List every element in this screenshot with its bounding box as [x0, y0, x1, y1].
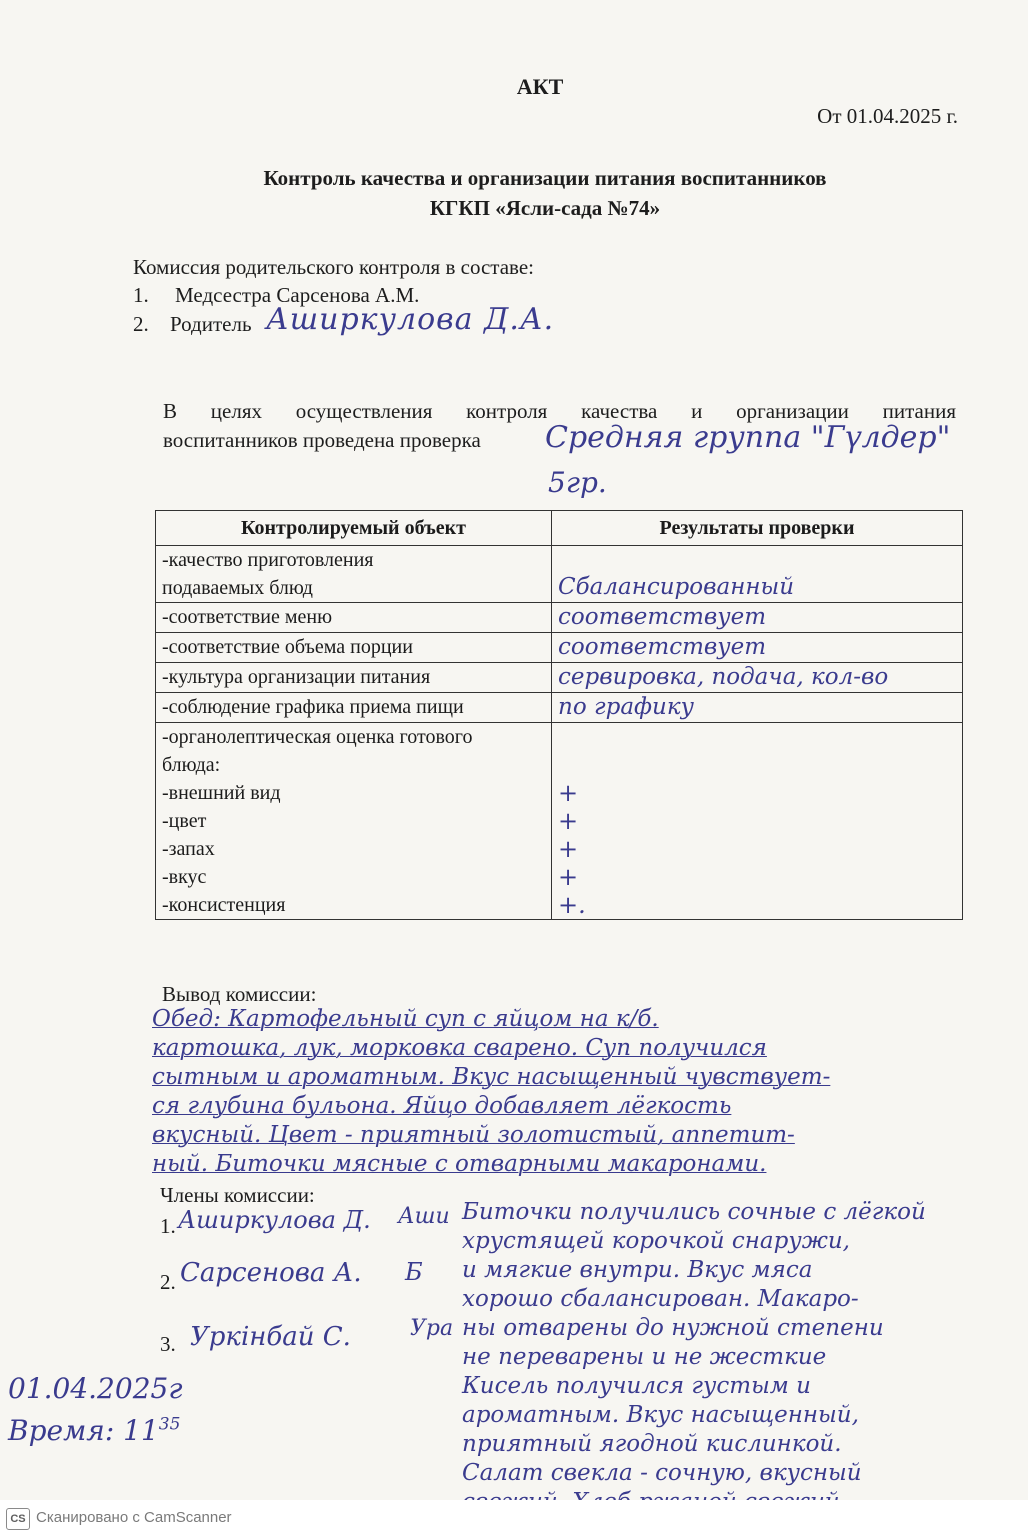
member-signature: Б [405, 1258, 423, 1286]
result-cell [552, 663, 963, 693]
member-signature: Аши [398, 1204, 450, 1229]
table-row [156, 546, 963, 603]
result-cell [552, 723, 963, 920]
sub-item-label: -запах [162, 838, 215, 860]
organoleptic-label: -органолептическая оценка готового [162, 726, 473, 748]
member-number: 2. [160, 1270, 176, 1294]
scanner-watermark-text: Сканировано с CamScanner [36, 1509, 232, 1526]
result-handwritten: сервировка, подача, кол-во [558, 664, 889, 690]
members-label: Члены комиссии: [160, 1183, 315, 1207]
conclusion-continued-line: приятный ягодной кислинкой. [462, 1431, 842, 1457]
conclusion-continued-line: ны отварены до нужной степени [462, 1315, 884, 1341]
scanner-footer [0, 1500, 1028, 1536]
conclusion-continued-line: хорошо сбалансирован. Макаро- [462, 1286, 859, 1312]
conclusion-continued-line: не переварены и не жесткие [462, 1344, 827, 1370]
document-title: АКТ [516, 74, 564, 99]
result-handwritten: Сбалансированный [558, 574, 795, 600]
sub-item-label: -консистенция [162, 894, 286, 916]
object-label: -качество приготовления [162, 549, 374, 571]
conclusion-line: ный. Биточки мясные с отварными макаронами. [152, 1151, 767, 1177]
conclusion-line: Обед: Картофельный суп с яйцом на к/б. [152, 1006, 659, 1032]
conclusion-line: вкусный. Цвет - приятный золотистый, аппетит- [152, 1122, 795, 1148]
member-name-handwritten: Уркінбай С. [190, 1322, 351, 1352]
member-signature: Ура [410, 1316, 454, 1341]
result-cell [552, 633, 963, 663]
heading-line-2: КГКП «Ясли-сада №74» [429, 196, 661, 220]
header-controlled-object: Контролируемый объект [156, 511, 552, 546]
table-header-row [156, 511, 963, 546]
check-mark: + [558, 835, 579, 863]
check-mark: + [558, 779, 579, 807]
purpose-handwritten-line-1: Средняя группа "Гүлдер" [545, 420, 951, 455]
check-mark: + [558, 863, 579, 891]
conclusion-continued-line: и мягкие внутри. Вкус мяса [462, 1257, 813, 1283]
result-cell [552, 693, 963, 723]
sub-item-label: -цвет [162, 810, 207, 832]
conclusion-continued-line: ароматным. Вкус насыщенный, [462, 1402, 859, 1428]
document-date: От 01.04.2025 г. [817, 104, 958, 128]
object-cell: -соответствие меню [156, 603, 552, 633]
commission-intro: Комиссия родительского контроля в составе: [133, 255, 534, 279]
camscanner-logo-icon: CS [6, 1508, 30, 1530]
object-cell: -культура организации питания [156, 663, 552, 693]
check-mark: + [558, 807, 579, 835]
check-mark: +. [558, 891, 586, 919]
conclusion-text [152, 1005, 1028, 1179]
table-row [156, 603, 963, 633]
object-label-cont: подаваемых блюд [162, 577, 313, 599]
object-cell: -соблюдение графика приема пищи [156, 693, 552, 723]
object-cell [156, 723, 552, 920]
conclusion-continued-line: Кисель получился густым и [462, 1373, 811, 1399]
result-handwritten: соответствует [558, 604, 767, 630]
conclusion-continued-line: Салат свекла - сочную, вкусный [462, 1460, 862, 1486]
member-2-number: 2. [133, 312, 149, 336]
member-2-text: Родитель [170, 312, 252, 336]
result-handwritten: соответствует [558, 634, 767, 660]
result-handwritten: по графику [558, 694, 694, 720]
heading-line-1: Контроль качества и организации питания воспитанников [263, 166, 827, 190]
result-cell [552, 603, 963, 633]
member-number: 3. [160, 1332, 176, 1356]
object-cell [156, 546, 552, 603]
table-row-organoleptic [156, 723, 963, 920]
result-cell [552, 546, 963, 603]
conclusion-line: картошка, лук, морковка сварено. Суп получился [152, 1035, 767, 1061]
member-1-number: 1. [133, 283, 149, 307]
member-number: 1. [160, 1214, 176, 1238]
member-name-handwritten: Сарсенова А. [180, 1258, 362, 1288]
conclusion-continued [462, 1198, 1028, 1517]
member-1-text: Медсестра Сарсенова А.М. [175, 283, 420, 307]
table-row [156, 633, 963, 663]
sub-item-label: -внешний вид [162, 782, 281, 804]
header-check-results: Результаты проверки [552, 511, 963, 546]
object-cell: -соответствие объема порции [156, 633, 552, 663]
purpose-line-1: В целях осуществления контроля качества и организации питания [163, 399, 956, 423]
handwritten-time [8, 1414, 180, 1447]
member-name-handwritten: Аширкулова Д. [178, 1206, 371, 1234]
time-superscript: 35 [158, 1414, 181, 1435]
conclusion-line: ся глубина бульона. Яйцо добавляет лёгкость [152, 1093, 732, 1119]
conclusion-continued-line: хрустящей корочкой снаружи, [462, 1228, 850, 1254]
organoleptic-label-cont: блюда: [162, 754, 221, 776]
sub-item-label: -вкус [162, 866, 207, 888]
control-table [155, 510, 963, 920]
conclusion-continued-line: Биточки получились сочные с лёгкой [462, 1199, 926, 1225]
table-row [156, 663, 963, 693]
member-2-handwritten: Аширкулова Д.А. [266, 302, 555, 337]
conclusion-label: Вывод комиссии: [162, 982, 317, 1006]
time-label: Время: 11 [8, 1414, 159, 1447]
table-row [156, 693, 963, 723]
purpose-handwritten-line-2: 5гр. [548, 466, 607, 499]
handwritten-date: 01.04.2025г [8, 1372, 183, 1405]
purpose-line-2: воспитанников проведена проверка [163, 428, 481, 452]
conclusion-line: сытным и ароматным. Вкус насыщенный чувствует- [152, 1064, 831, 1090]
